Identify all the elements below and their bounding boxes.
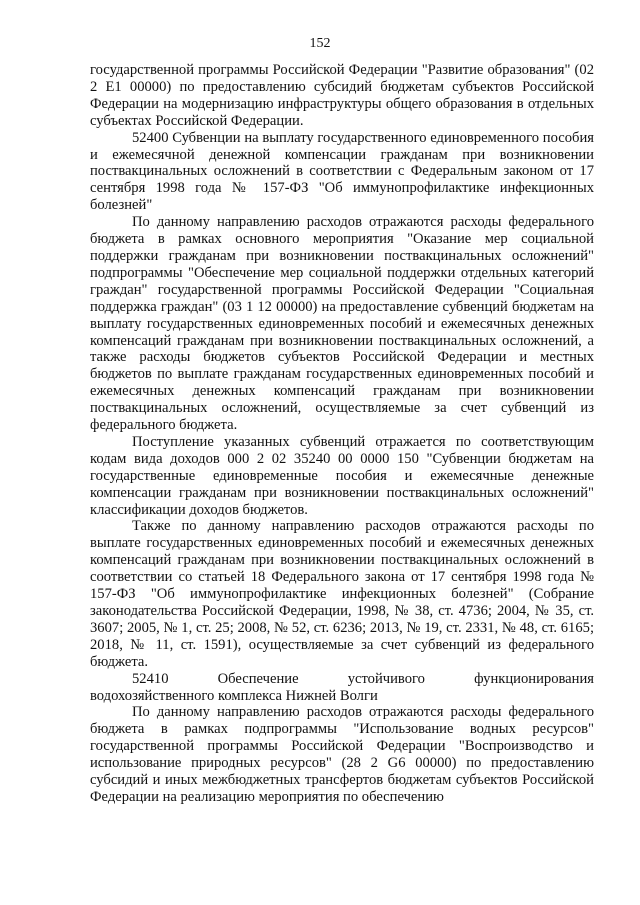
paragraph-52400-revenue: Поступление указанных субвенций отражается по соответствующим кодам вида доходов 000 2 02 35240 00 0000 150 "Субвенции бюджетам на государственные единовременные пособия и ежемесячные денежные компенсации гражданам при возникновении поствакцинальных осложнений" классификации доходов бюджетов. xyxy=(90,433,594,518)
paragraph-continuation: государственной программы Российской Федерации "Развитие образования" (02 2 Е1 00000) по предоставлению субсидий бюджетам субъектов Российской Федерации на модернизацию инфраструктуры общего образования в отдельных субъектах Российской Федерации. xyxy=(90,62,594,129)
paragraph-52410-heading: 52410 Обеспечение устойчивого функционирования xyxy=(132,670,594,687)
paragraph-52400-also: Также по данному направлению расходов отражаются расходы по выплате государственных единовременных пособий и ежемесячных денежных компенсаций гражданам при возникновении поствакцинальных осложнений в соответствии со статьей 18 Федерального закона от 17 сентября 1998 года № 157-ФЗ "Об иммунопрофилактике инфекционных болезней" (Собрание законодательства Российской Федерации, 1998, № 38, ст. 4736; 2004, № 35, ст. 3607; 2005, № 1, ст. 25; 2008, № 52, ст. 6236; 2013, № 19, ст. 2331, № 48, ст. 6165; 2018, № 11, ст. 1591), осуществляемые за счет субвенций из федерального бюджета. xyxy=(90,518,594,670)
paragraph-52410-expenses: По данному направлению расходов отражаются расходы федерального бюджета в рамках подпрограммы "Использование водных ресурсов" государственной программы Российской Федерации "Воспроизводство и использование природных ресурсов" (28 2 G6 00000) по предоставлению субсидий и иных межбюджетных трансфертов бюджетам субъектов Российской Федерации на реализацию мероприятия по обеспечению xyxy=(90,704,594,805)
page-number: 152 xyxy=(309,36,331,51)
paragraph-52400-heading: 52400 Субвенции на выплату государственного единовременного пособия и ежемесячной денежной компенсации гражданам при возникновении поствакцинальных осложнений в соответствии с Федеральным законом от 17 сентября 1998 года № 157-ФЗ "Об иммунопрофилактике инфекционных болезней" xyxy=(90,129,594,214)
paragraph-52400-expenses: По данному направлению расходов отражаются расходы федерального бюджета в рамках основного мероприятия "Оказание мер социальной поддержки гражданам при возникновении поствакцинальных осложнений" подпрограммы "Обеспечение мер социальной поддержки отдельных категорий граждан" государственной программы Российской Федерации "Социальная поддержка граждан" (03 1 12 00000) на предоставление субвенций бюджетам на выплату государственных единовременных пособий и ежемесячных денежных компенсаций гражданам при возникновении поствакцинальных осложнений, а также расходы бюджетов субъектов Российской Федерации и местных бюджетов по выплате гражданам государственных единовременных пособий и ежемесячных денежных компенсаций гражданам при возникновении поствакцинальных осложнений, осуществляемые за счет субвенций из федерального бюджета. xyxy=(90,214,594,434)
document-body xyxy=(90,62,594,806)
paragraph-52410-heading-end: водохозяйственного комплекса Нижней Волги xyxy=(90,687,378,704)
